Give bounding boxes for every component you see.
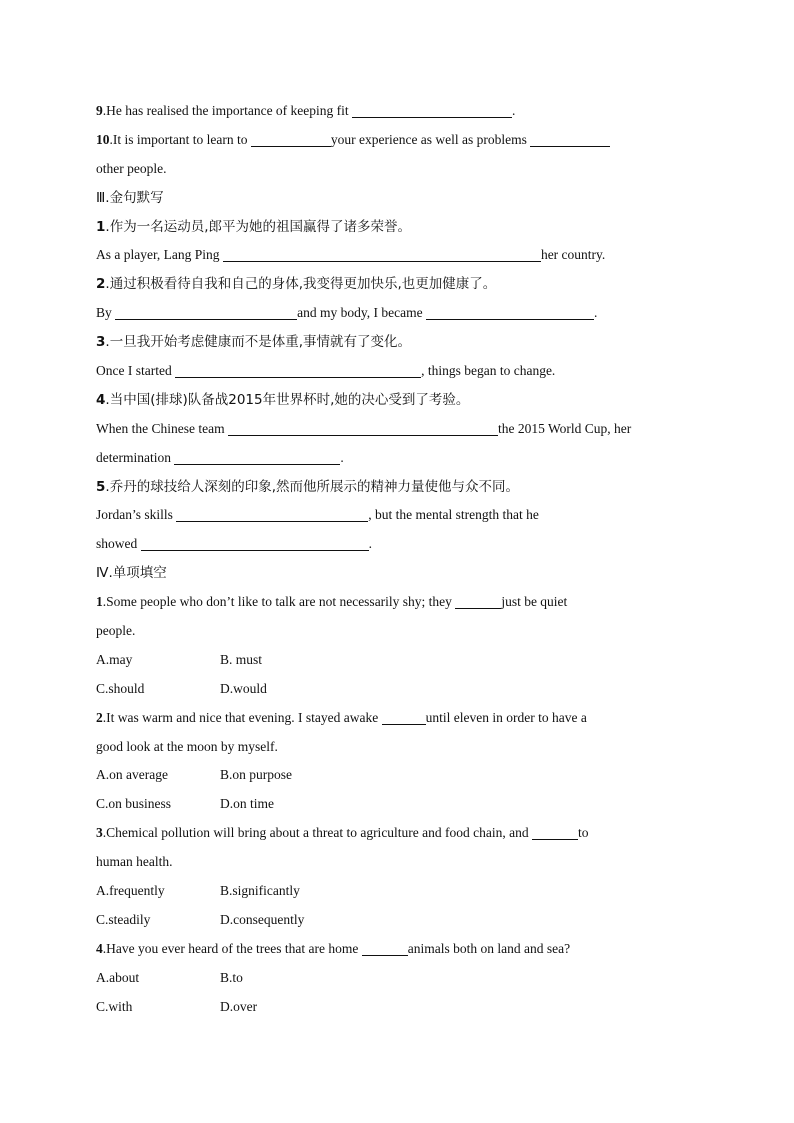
sentence-4-en-cont: determination . xyxy=(96,449,344,465)
option-d[interactable]: D.on time xyxy=(220,796,274,812)
answer-blank[interactable] xyxy=(362,941,408,956)
mc-options-4a xyxy=(96,964,696,993)
answer-blank[interactable] xyxy=(352,103,512,118)
option-d[interactable]: D.over xyxy=(220,998,258,1014)
answer-blank[interactable] xyxy=(174,450,340,465)
mc-question-4: 4.Have you ever heard of the trees that are home animals both on land and sea? xyxy=(96,940,571,956)
mc-question-1-cont: people. xyxy=(96,623,136,639)
option-a[interactable]: A.on average xyxy=(96,767,168,783)
answer-blank[interactable] xyxy=(223,247,541,262)
question-10-cont: other people. xyxy=(96,160,167,176)
answer-blank[interactable] xyxy=(228,421,498,436)
sentence-5-cn: 5.乔丹的球技给人深刻的印象,然而他所展示的精神力量使他与众不同。 xyxy=(96,478,519,495)
section-heading-3: Ⅲ.金句默写 xyxy=(96,189,164,206)
mc-options-1b xyxy=(96,675,696,704)
answer-blank[interactable] xyxy=(530,132,610,147)
worksheet-page xyxy=(96,97,696,1022)
question-10: 10.It is important to learn to your experience as well as problems xyxy=(96,126,696,155)
option-a[interactable]: A.about xyxy=(96,969,140,985)
mc-options-2b xyxy=(96,790,696,819)
sentence-3-cn: 3.一旦我开始考虑健康而不是体重,事情就有了变化。 xyxy=(96,334,411,351)
mc-options-3b xyxy=(96,906,696,935)
option-c[interactable]: C.with xyxy=(96,998,133,1014)
option-d[interactable]: D.consequently xyxy=(220,911,305,927)
answer-blank[interactable] xyxy=(176,507,368,522)
mc-question-2-cont: good look at the moon by myself. xyxy=(96,738,278,754)
option-b[interactable]: B.significantly xyxy=(220,883,300,899)
sentence-2-en: By and my body, I became . xyxy=(96,305,598,321)
option-b[interactable]: B.on purpose xyxy=(220,767,292,783)
option-b[interactable]: B. must xyxy=(220,651,263,667)
section-heading-4: Ⅳ.单项填空 xyxy=(96,565,167,582)
mc-options-4b xyxy=(96,993,696,1022)
mc-options-3a xyxy=(96,877,696,906)
mc-question-3-cont: human health. xyxy=(96,854,173,870)
sentence-4-en: When the Chinese team the 2015 World Cup, her xyxy=(96,420,632,436)
answer-blank[interactable] xyxy=(175,363,421,378)
sentence-5-en: Jordan’s skills , but the mental strength that he xyxy=(96,507,539,523)
sentence-1-en: As a player, Lang Ping her country. xyxy=(96,247,606,263)
sentence-1-cn: 1.作为一名运动员,郎平为她的祖国赢得了诸多荣誉。 xyxy=(96,218,411,235)
answer-blank[interactable] xyxy=(532,825,578,840)
option-a[interactable]: A.may xyxy=(96,651,133,667)
mc-options-2a xyxy=(96,761,696,790)
answer-blank[interactable] xyxy=(251,132,331,147)
option-d[interactable]: D.would xyxy=(220,680,267,696)
answer-blank[interactable] xyxy=(115,305,297,320)
option-b[interactable]: B.to xyxy=(220,969,243,985)
mc-question-3: 3.Chemical pollution will bring about a threat to agriculture and food chain, and to xyxy=(96,825,589,841)
option-c[interactable]: C.steadily xyxy=(96,911,151,927)
answer-blank[interactable] xyxy=(382,710,426,725)
question-9: 9.He has realised the importance of keeping fit . xyxy=(96,103,516,118)
option-c[interactable]: C.on business xyxy=(96,796,172,812)
sentence-2-cn: 2.通过积极看待自我和自己的身体,我变得更加快乐,也更加健康了。 xyxy=(96,276,497,293)
mc-question-1: 1.Some people who don’t like to talk are not necessarily shy; they just be quiet xyxy=(96,594,568,610)
option-a[interactable]: A.frequently xyxy=(96,883,165,899)
answer-blank[interactable] xyxy=(141,536,369,551)
sentence-4-cn: 4.当中国(排球)队备战2015年世界杯时,她的决心受到了考验。 xyxy=(96,391,470,408)
mc-options-1a xyxy=(96,646,696,675)
answer-blank[interactable] xyxy=(426,305,594,320)
option-c[interactable]: C.should xyxy=(96,680,145,696)
answer-blank[interactable] xyxy=(455,594,501,609)
mc-question-2: 2.It was warm and nice that evening. I stayed awake until eleven in order to have a xyxy=(96,709,587,725)
sentence-5-en-cont: showed . xyxy=(96,536,372,552)
sentence-3-en: Once I started , things began to change. xyxy=(96,363,556,379)
